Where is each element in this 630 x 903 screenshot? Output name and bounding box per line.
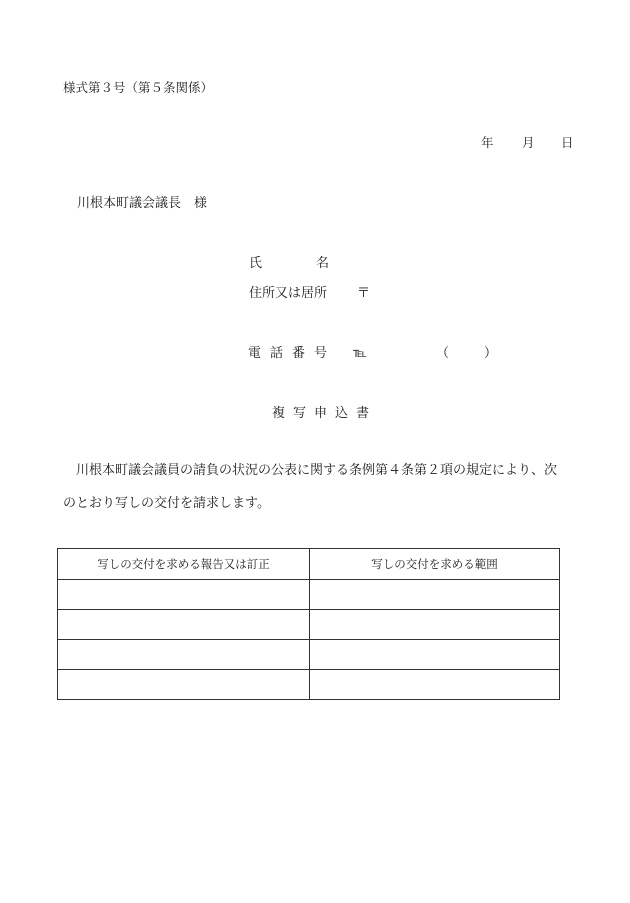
- phone-label-char-1: 電: [248, 346, 262, 361]
- table-row: [58, 610, 560, 640]
- title-char-3: 申: [314, 406, 328, 421]
- title-char-2: 写: [293, 406, 307, 421]
- form-number: 様式第３号（第５条関係）: [63, 80, 214, 95]
- postal-mark: 〒: [357, 286, 371, 301]
- table-row: [58, 640, 560, 670]
- phone-paren-close: ）: [484, 346, 498, 361]
- table-cell: [310, 580, 560, 610]
- date-month-label: 月: [522, 135, 535, 150]
- title-char-4: 込: [335, 406, 349, 421]
- table-cell: [58, 610, 310, 640]
- table-cell: [310, 670, 560, 700]
- table-cell: [310, 640, 560, 670]
- table-header-row: [58, 549, 560, 580]
- table-row: [58, 580, 560, 610]
- date-year-label: 年: [481, 135, 494, 150]
- body-line-2: のとおり写しの交付を請求します。: [63, 496, 270, 511]
- header-scope: 写しの交付を求める範囲: [310, 549, 560, 580]
- header-report-or-correction: 写しの交付を求める報告又は訂正: [58, 549, 310, 580]
- phone-label-char-4: 号: [314, 346, 328, 361]
- table-cell: [310, 610, 560, 640]
- addressee: 川根本町議会議長 様: [77, 196, 208, 211]
- table-row: [58, 670, 560, 700]
- tel-mark: ℡: [353, 346, 367, 361]
- copy-request-table: [57, 548, 560, 700]
- body-line-1: 川根本町議会議員の請負の状況の公表に関する条例第４条第２項の規定により、次: [76, 463, 558, 478]
- table-cell: [58, 580, 310, 610]
- name-label-char-1: 氏: [249, 256, 263, 271]
- phone-label-char-3: 番: [292, 346, 306, 361]
- address-label: 住所又は居所: [249, 286, 328, 301]
- name-label-char-2: 名: [316, 256, 330, 271]
- title-char-1: 複: [272, 406, 286, 421]
- title-char-5: 書: [356, 406, 370, 421]
- date-day-label: 日: [561, 135, 574, 150]
- phone-paren-open: （: [436, 346, 450, 361]
- table-cell: [58, 640, 310, 670]
- table-cell: [58, 670, 310, 700]
- phone-label-char-2: 話: [270, 346, 284, 361]
